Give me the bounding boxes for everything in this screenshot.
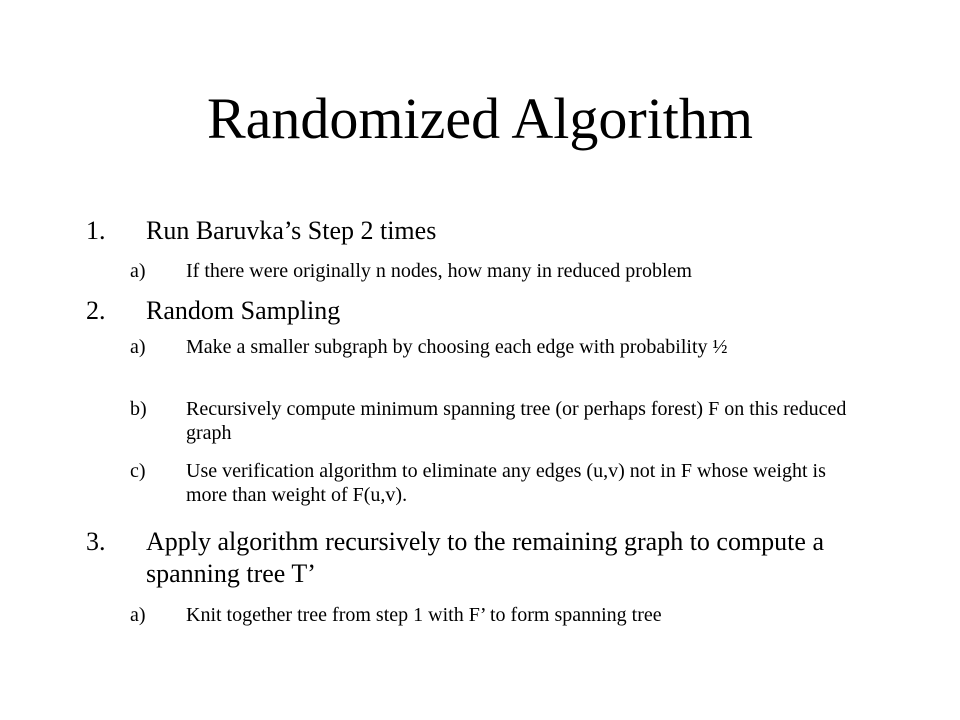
sub-item-text: Use verification algorithm to eliminate any edges (u,v) not in F whose weight is more than weight of F(u,v). bbox=[186, 460, 826, 506]
sub-marker: b) bbox=[130, 398, 147, 420]
list-item-text: Run Baruvka’s Step 2 times bbox=[146, 216, 437, 245]
list-marker: 2. bbox=[86, 296, 106, 325]
sub-marker: a) bbox=[130, 604, 146, 626]
slide-title: Randomized Algorithm bbox=[206, 86, 754, 151]
list-marker: 1. bbox=[86, 216, 106, 245]
sub-item-text: If there were originally n nodes, how many in reduced problem bbox=[186, 260, 692, 282]
sub-item-text: Make a smaller subgraph by choosing each edge with probability ½ bbox=[186, 336, 728, 358]
sub-item-text: Recursively compute minimum spanning tree (or perhaps forest) F on this reduced graph bbox=[186, 398, 847, 444]
sub-marker: a) bbox=[130, 336, 146, 358]
list-marker: 3. bbox=[86, 527, 106, 556]
list-item-text: Random Sampling bbox=[146, 296, 341, 325]
sub-item-text: Knit together tree from step 1 with F’ to form spanning tree bbox=[186, 604, 662, 626]
sub-marker: c) bbox=[130, 460, 146, 482]
list-item-text: Apply algorithm recursively to the remaining graph to compute a spanning tree T’ bbox=[146, 527, 824, 588]
sub-marker: a) bbox=[130, 260, 146, 282]
